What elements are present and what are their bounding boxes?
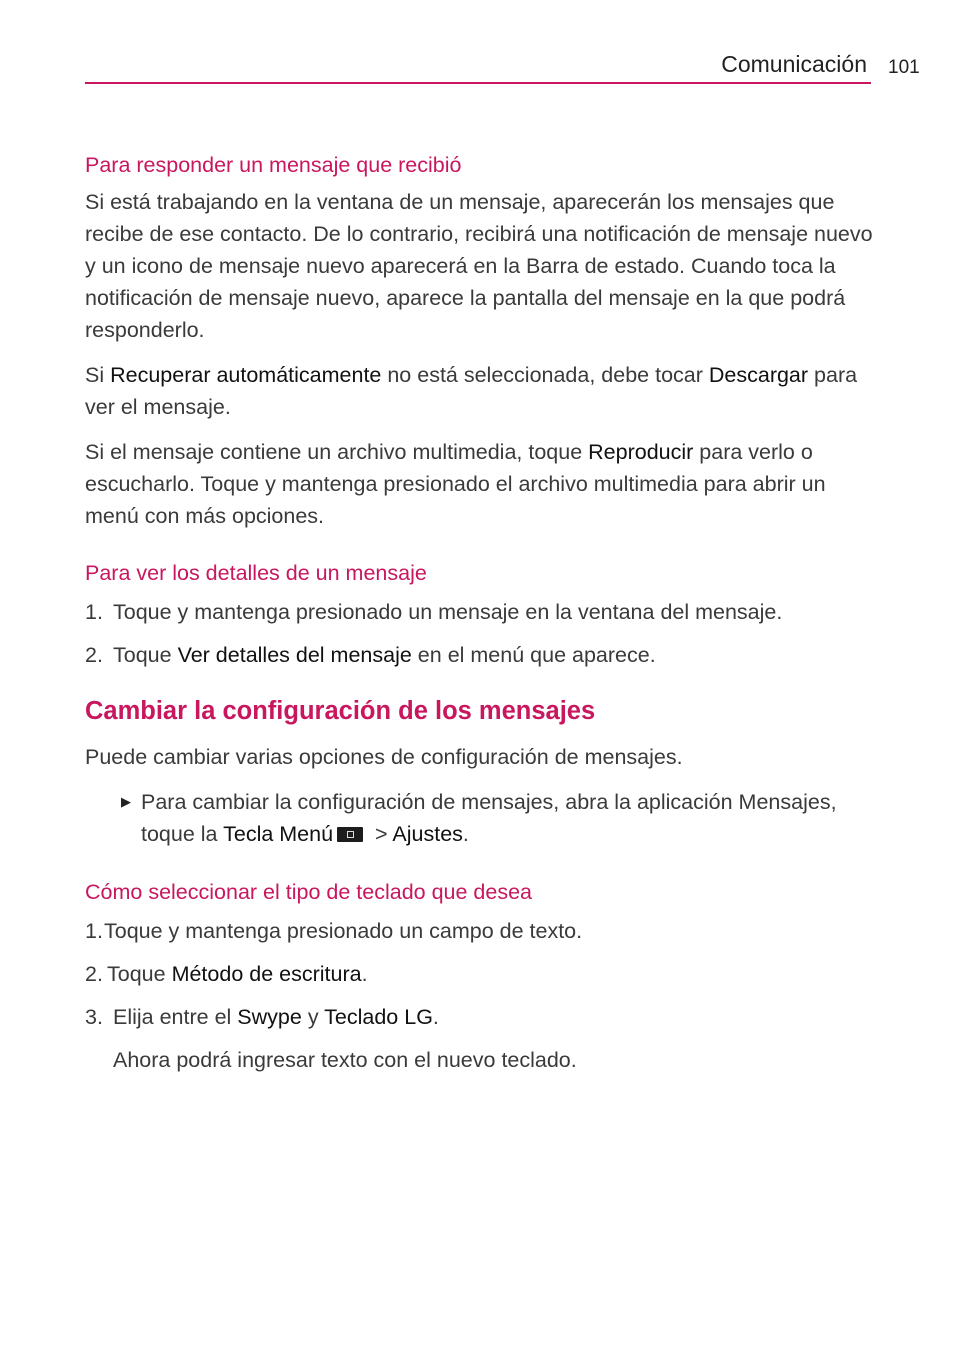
step-number: 1. [85, 600, 103, 624]
text-run: Si el mensaje contiene un archivo multimedia, toque [85, 440, 589, 464]
text-run: . [361, 962, 368, 986]
keyword-play: Reproducir [588, 440, 694, 464]
paragraph-reply-intro: Si está trabajando en la ventana de un mensaje, aparecerán los mensajes que recibe de ese contacto. De lo contrario, recibirá una notificación de mensaje nuevo y un icono de mensaje nuevo aparecerá en la Barra de estado. Cuando toca la notificación de mensaje nuevo, aparece la pantalla del mensaje en la que podrá responderlo. [85, 190, 873, 342]
text-run: y [301, 1005, 325, 1029]
text-run: . [462, 822, 469, 846]
text-run: Elija entre el [113, 1005, 238, 1029]
step-number: 1. [85, 919, 103, 943]
list-item [85, 786, 875, 850]
step-number: 3. [85, 1005, 103, 1029]
heading-message-settings: Cambiar la configuración de los mensajes [85, 697, 596, 725]
step-text: Toque y mantenga presionado un campo de texto. [104, 919, 583, 943]
paragraph-auto-retrieve [85, 359, 875, 423]
text-run: . [432, 1005, 439, 1029]
keyword-view-details: Ver detalles del mensaje [177, 643, 412, 667]
list-item [85, 596, 875, 628]
list-item [85, 958, 875, 990]
text-run: Toque [113, 643, 178, 667]
section-name: Comunicación [721, 51, 867, 77]
paragraph-multimedia [85, 436, 875, 532]
text-run: Toque [107, 962, 172, 986]
list-item [85, 1001, 875, 1033]
text-run: Si [85, 363, 111, 387]
step-number: 2. [85, 643, 103, 667]
text-run: > [369, 822, 393, 846]
keyword-input-method: Método de escritura [171, 962, 362, 986]
text-run: en el menú que aparece. [411, 643, 656, 667]
keyword-lg-keyboard: Teclado LG [324, 1005, 433, 1029]
keyword-auto-retrieve: Recuperar automáticamente [110, 363, 382, 387]
list-item [85, 915, 875, 947]
paragraph-settings-intro: Puede cambiar varias opciones de configuración de mensajes. [85, 745, 683, 769]
text-run: no está seleccionada, debe tocar [381, 363, 709, 387]
subheading-keyboard-type: Cómo seleccionar el tipo de teclado que desea [85, 880, 533, 904]
menu-key-icon [337, 827, 363, 842]
text-run: para ver el mensaje. [85, 363, 858, 419]
list-item [85, 639, 875, 671]
subheading-message-details: Para ver los detalles de un mensaje [85, 561, 427, 585]
page-number: 101 [888, 57, 920, 78]
subheading-reply-message: Para responder un mensaje que recibió [85, 153, 462, 177]
keyword-download: Descargar [708, 363, 809, 387]
page-header [85, 48, 871, 84]
paragraph-keyboard-note: Ahora podrá ingresar texto con el nuevo teclado. [113, 1048, 577, 1072]
triangle-right-icon: ▶ [121, 794, 131, 809]
step-text: Toque y mantenga presionado un mensaje en la ventana del mensaje. [113, 600, 783, 624]
page-content [85, 150, 875, 1076]
keyword-swype: Swype [237, 1005, 302, 1029]
keyword-menu-key: Tecla Menú [223, 822, 334, 846]
text-run: para verlo o escucharlo. Toque y mantenga presionado el archivo multimedia para abrir un menú con más opciones. [85, 440, 826, 528]
keyword-settings: Ajustes [392, 822, 463, 846]
text-run: Para cambiar la configuración de mensajes, abra la aplicación Mensajes, toque la [141, 790, 837, 846]
step-number: 2. [85, 962, 103, 986]
